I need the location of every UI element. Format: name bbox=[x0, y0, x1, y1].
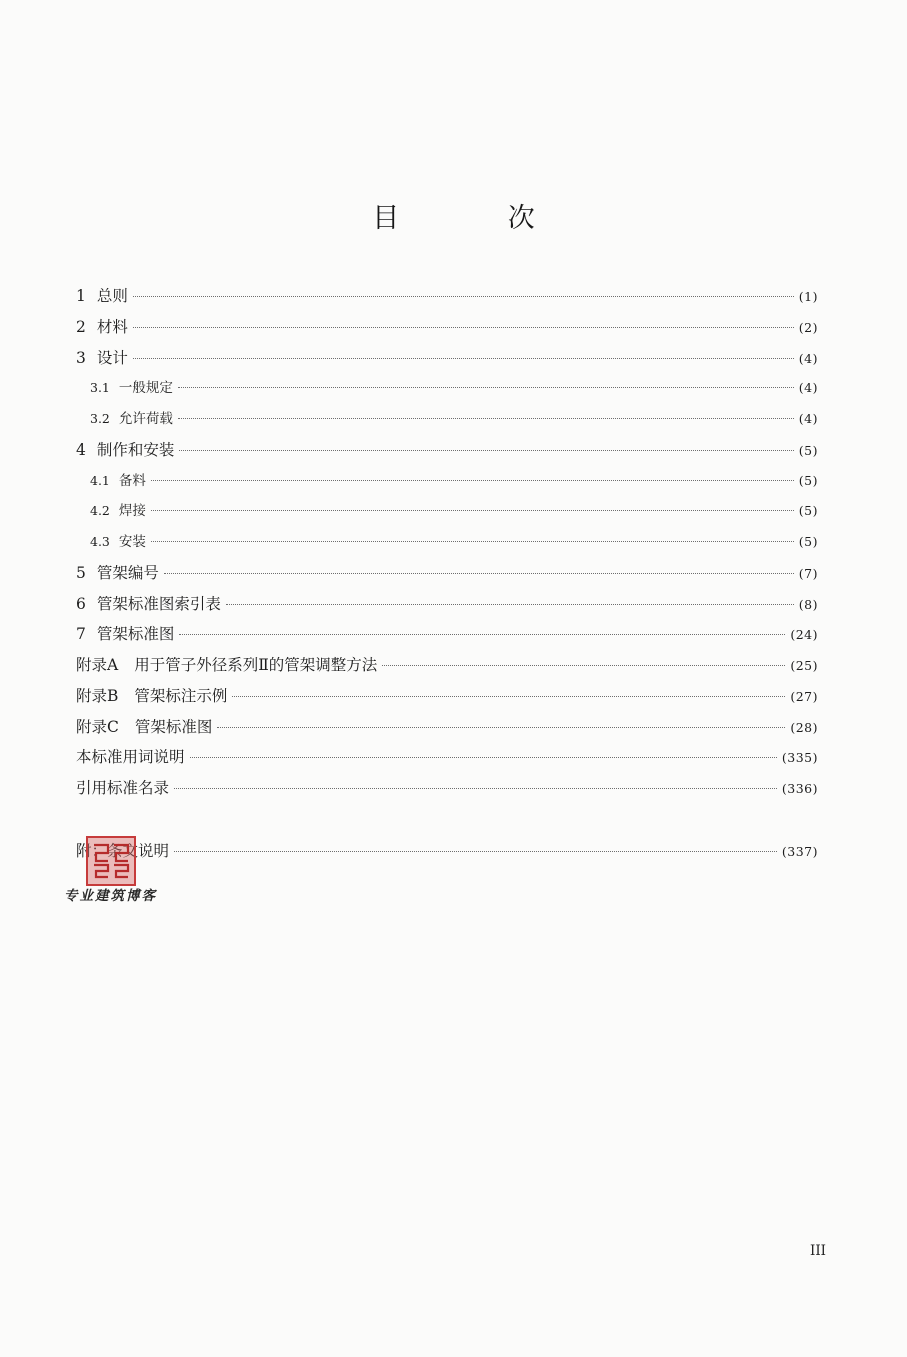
toc-entry-title: 附：条文说明 bbox=[76, 841, 170, 860]
toc-entry-number: 4 bbox=[76, 440, 86, 459]
toc-entry-number: 2 bbox=[76, 317, 86, 336]
toc-entry[interactable] bbox=[76, 315, 818, 346]
toc-entry-title: 管架编号 bbox=[96, 563, 159, 582]
toc-entry-title: 用于管子外径系列Ⅱ的管架调整方法 bbox=[134, 656, 378, 674]
dot-leader bbox=[179, 450, 793, 451]
dot-leader bbox=[217, 727, 785, 728]
toc-entry-title: 材料 bbox=[96, 317, 128, 336]
toc-entry-page: (1) bbox=[798, 289, 818, 304]
toc-entry-page: (2) bbox=[798, 319, 818, 335]
toc-entry-page: (25) bbox=[790, 658, 818, 673]
dot-leader bbox=[133, 327, 794, 328]
toc-entry-page: (4) bbox=[798, 350, 818, 366]
dot-leader bbox=[151, 541, 794, 542]
toc-entry-page: (337) bbox=[781, 843, 818, 859]
toc-subentry[interactable] bbox=[76, 469, 818, 500]
toc-appendix-entry[interactable] bbox=[76, 715, 818, 746]
toc-entry-page: (7) bbox=[798, 565, 818, 581]
toc-entry[interactable] bbox=[76, 561, 818, 592]
stamp-caption: 专业建筑博客 bbox=[64, 888, 157, 904]
dot-leader bbox=[133, 296, 794, 297]
toc-subentry[interactable] bbox=[76, 499, 818, 530]
dot-leader bbox=[382, 665, 785, 666]
dot-leader bbox=[179, 634, 785, 635]
dot-leader bbox=[178, 387, 794, 388]
toc-entry-title: 焊接 bbox=[118, 503, 146, 520]
toc-entry-title: 管架标注示例 bbox=[134, 686, 228, 705]
toc-entry-number: 4.1 bbox=[90, 472, 110, 488]
toc-entry-number: 附录B bbox=[76, 686, 119, 705]
toc-entry-number: 3.2 bbox=[90, 411, 110, 426]
toc-entry-page: (27) bbox=[790, 688, 818, 704]
toc-entry[interactable] bbox=[76, 839, 818, 870]
toc-entry-page: (335) bbox=[781, 750, 818, 766]
toc-entry-number: 6 bbox=[76, 594, 86, 613]
dot-leader bbox=[133, 358, 794, 359]
toc-subentry[interactable] bbox=[76, 530, 818, 561]
dot-leader bbox=[226, 604, 794, 605]
toc-subentry[interactable] bbox=[76, 407, 818, 438]
toc-entry-title: 总则 bbox=[96, 287, 128, 305]
toc-entry-title: 允许荷载 bbox=[118, 411, 173, 427]
dot-leader bbox=[190, 757, 777, 758]
toc-appendix-entry[interactable] bbox=[76, 653, 818, 684]
dot-leader bbox=[151, 510, 794, 511]
toc-entry[interactable] bbox=[76, 776, 818, 807]
toc-entry-page: (28) bbox=[790, 719, 818, 735]
toc-entry-page: (5) bbox=[798, 472, 818, 488]
toc-entry[interactable] bbox=[76, 592, 818, 623]
toc-entry-title: 引用标准名录 bbox=[76, 779, 170, 797]
toc-entry[interactable] bbox=[76, 438, 818, 469]
toc-entry[interactable] bbox=[76, 346, 818, 377]
toc-entry[interactable] bbox=[76, 284, 818, 315]
toc-entry-title: 制作和安装 bbox=[96, 440, 175, 459]
page-title: 目 次 bbox=[372, 203, 585, 234]
toc-entry-title: 备料 bbox=[118, 472, 146, 489]
toc-entry-title: 管架标准图索引表 bbox=[96, 594, 221, 613]
toc-entry-page: (8) bbox=[798, 596, 818, 612]
dot-leader bbox=[174, 851, 777, 852]
toc-entry-title: 管架标准图 bbox=[96, 625, 175, 644]
toc-entry-number: 1 bbox=[76, 287, 86, 305]
toc-entry-page: (5) bbox=[798, 442, 818, 458]
toc-entry-title: 本标准用词说明 bbox=[76, 748, 185, 767]
dot-leader bbox=[151, 480, 794, 481]
toc-entry-number: 7 bbox=[76, 625, 86, 644]
toc-entry-number: 3.1 bbox=[90, 380, 110, 396]
toc-entry-page: (5) bbox=[798, 534, 818, 549]
table-of-contents bbox=[76, 284, 818, 870]
toc-entry-number: 4.2 bbox=[90, 503, 110, 519]
toc-entry-number: 附录A bbox=[76, 656, 119, 674]
toc-entry-page: (4) bbox=[798, 380, 818, 396]
toc-entry[interactable] bbox=[76, 745, 818, 776]
toc-entry-page: (4) bbox=[798, 411, 818, 426]
toc-entry-page: (24) bbox=[790, 627, 818, 643]
dot-leader bbox=[178, 418, 794, 419]
dot-leader bbox=[232, 696, 785, 697]
toc-entry-number: 附录C bbox=[76, 717, 119, 736]
dot-leader bbox=[174, 788, 777, 789]
toc-entry-page: (5) bbox=[798, 503, 818, 519]
dot-leader bbox=[164, 573, 794, 574]
toc-entry-number: 5 bbox=[76, 563, 86, 582]
toc-entry-title: 一般规定 bbox=[118, 380, 173, 397]
toc-entry-number: 3 bbox=[76, 348, 86, 367]
toc-entry-title: 设计 bbox=[96, 348, 128, 367]
toc-entry-title: 安装 bbox=[118, 534, 146, 550]
toc-entry[interactable] bbox=[76, 622, 818, 653]
seal-glyph-icon bbox=[88, 838, 134, 884]
toc-appendix-entry[interactable] bbox=[76, 684, 818, 715]
page-number: III bbox=[810, 1243, 826, 1259]
toc-entry-page: (336) bbox=[781, 781, 818, 796]
toc-entry-number: 4.3 bbox=[90, 534, 110, 549]
seal-stamp bbox=[86, 836, 136, 886]
toc-entry-title: 管架标准图 bbox=[134, 717, 213, 736]
toc-subentry[interactable] bbox=[76, 376, 818, 407]
